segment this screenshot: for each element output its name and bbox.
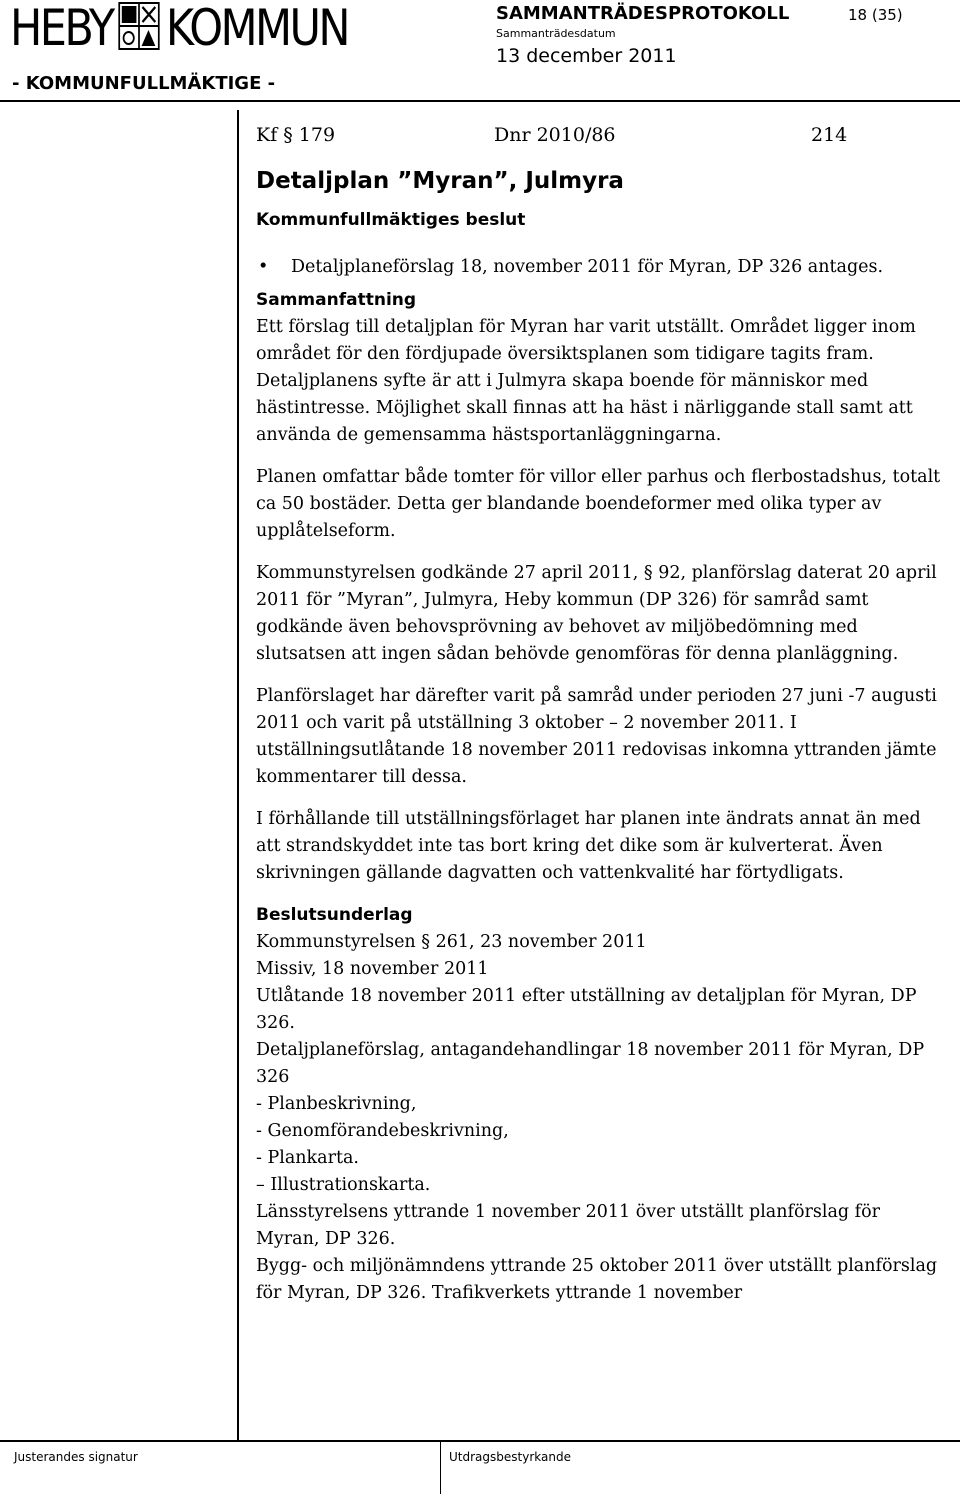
summary-heading: Sammanfattning: [256, 290, 417, 310]
basis-item: Detaljplaneförslag, antagandehandlingar 18 november 2011 för Myran, DP 326: [256, 1040, 925, 1087]
basis-item: - Plankarta.: [256, 1148, 359, 1168]
basis-item: Länsstyrelsens yttrande 1 november 2011 över utställt planförslag för Myran, DP 326.: [256, 1202, 881, 1249]
certification-label: Utdragsbestyrkande: [449, 1450, 571, 1464]
footer-column-divider: [440, 1442, 441, 1494]
dnr-number: Dnr 2010/86: [494, 124, 616, 146]
document-type: SAMMANTRÄDESPROTOKOLL: [496, 3, 790, 24]
municipality-logo: [10, 0, 348, 58]
decision-text: Detaljplaneförslag 18, november 2011 för Myran, DP 326 antages.: [291, 257, 884, 277]
bullet-icon: •: [258, 257, 269, 277]
basis-item: Utlåtande 18 november 2011 efter utställning av detaljplan för Myran, DP 326.: [256, 986, 917, 1033]
basis-list: [256, 929, 946, 1307]
decision-bullet: [256, 254, 946, 281]
section-number: Kf § 179: [256, 124, 336, 146]
case-code: 214: [811, 124, 848, 146]
summary-paragraph: Planförslaget har därefter varit på samråd under perioden 27 juni -7 augusti 2011 och varit på utställning 3 oktober – 2 november 2011. I utställningsutlåtande 18 november 2011 redovisas inkomna yttranden jämte kommentarer till dessa.: [256, 686, 937, 787]
summary-paragraph: Ett förslag till detaljplan för Myran har varit utställt. Området ligger inom området för den fördjupade översiktsplanen som tidigare tagits fram. Detaljplanens syfte är att i Julmyra skapa boende för människor med hästintresse. Möjlighet skall finnas att ha häst i närliggande stall samt att använda de gemensamma hästsportanläggningarna.: [256, 317, 916, 445]
basis-item: Kommunstyrelsen § 261, 23 november 2011: [256, 932, 647, 952]
summary-paragraph: Planen omfattar både tomter för villor eller parhus och flerbostadshus, totalt ca 50 bostäder. Detta ger blandande boendeformer med olika typer av upplåtelseform.: [256, 467, 941, 541]
page-number: 18 (35): [848, 6, 903, 24]
summary-paragraph: I förhållande till utställningsförlaget har planen inte ändrats annat än med att strandskyddet inte tas bort kring det dike som är kulverterat. Även skrivningen gällande dagvatten och vattenkvalité har förtydligats.: [256, 809, 921, 883]
logo-text-left: HEBY: [10, 0, 113, 57]
case-reference-row: [256, 120, 946, 154]
basis-item: Bygg- och miljönämndens yttrande 25 oktober 2011 över utställt planförslag för Myran, DP 326. Trafikverkets yttrande 1 november: [256, 1256, 938, 1303]
meeting-date: 13 december 2011: [496, 45, 677, 67]
case-title: Detaljplan ”Myran”, Julmyra: [256, 168, 624, 194]
coat-of-arms-icon: [118, 1, 161, 51]
footer-divider: [0, 1440, 960, 1442]
protocol-content: [256, 120, 946, 1307]
decision-heading: Kommunfullmäktiges beslut: [256, 210, 526, 230]
basis-item: - Genomförandebeskrivning,: [256, 1121, 509, 1141]
basis-heading: Beslutsunderlag: [256, 905, 413, 925]
department-name: - KOMMUNFULLMÄKTIGE -: [12, 73, 276, 94]
summary-paragraph: Kommunstyrelsen godkände 27 april 2011, § 92, planförslag daterat 20 april 2011 för ”Myran”, Julmyra, Heby kommun (DP 326) för samråd samt godkände även behovsprövning av behovet av miljöbedömning med slutsatsen att ingen sådan behövde genomföras för denna planläggning.: [256, 563, 937, 664]
logo-text-right: KOMMUN: [165, 0, 348, 57]
basis-item: Missiv, 18 november 2011: [256, 959, 489, 979]
margin-line: [237, 110, 239, 1440]
header-divider: [0, 100, 960, 102]
signature-label: Justerandes signatur: [14, 1450, 138, 1464]
meeting-date-label: Sammanträdesdatum: [496, 27, 616, 40]
basis-item: - Planbeskrivning,: [256, 1094, 417, 1114]
basis-item: – Illustrationskarta.: [256, 1175, 431, 1195]
